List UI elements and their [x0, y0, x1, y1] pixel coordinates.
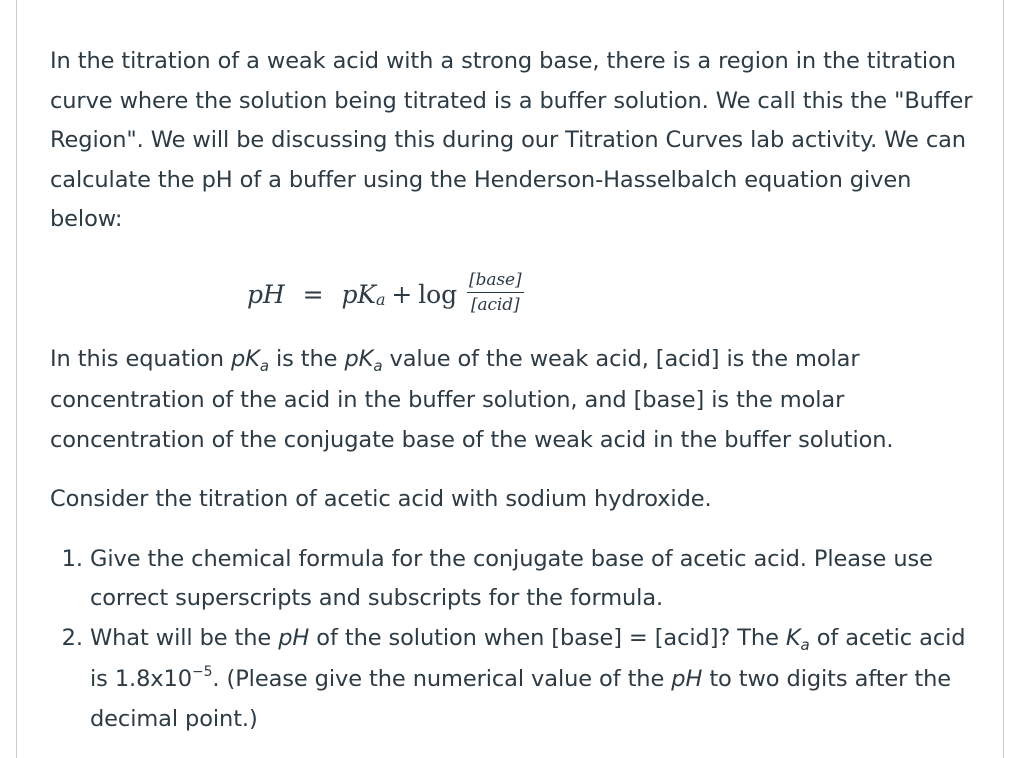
definition-pk-subscript: a [259, 356, 269, 375]
intro-paragraph: In the titration of a weak acid with a strong base, there is a region in the titration curve where the solution being titrated is a buffer solution. We call this the "Buffer Region". We will be discussing this during our Titration Curves lab activity. We can calculate the pH of a buffer using the Henderson-Hasselbalch equation given below: [50, 48, 973, 232]
equation-equals: = [302, 279, 324, 309]
question-2-k-subscript: a [800, 635, 810, 654]
definition-text-1: In this equation [50, 345, 231, 372]
equation-lhs: pH [247, 279, 285, 309]
definition-pk-2: pK [344, 345, 374, 372]
equation-pk-subscript: a [375, 290, 386, 309]
definition-paragraph [50, 340, 980, 461]
question-2-text-1: What will be the [90, 624, 279, 651]
definition-text-3: value of the weak acid, [acid] is the molar concentration of the acid in the buffer solution, and [base] is the molar concentration of the conjugate base of the weak acid in the buffer solution. [50, 345, 894, 453]
question-2-text-3: of acetic acid is 1.8x10 [90, 624, 966, 692]
question-2 [90, 619, 980, 740]
fraction-numerator: [base] [467, 270, 523, 293]
definition-text-2: is the [268, 345, 345, 372]
question-2-k: K [785, 624, 801, 651]
definition-pk: pK [230, 345, 260, 372]
question-2-exponent: −5 [191, 663, 213, 680]
question-1: 1. Give the chemical formula for the conjugate base of acetic acid. Please use correct superscripts and subscripts for the formula. [90, 540, 980, 619]
question-2-text-5: to two digits after the decimal point.) [90, 666, 951, 732]
equation-pk: pK [341, 279, 376, 309]
equation-fraction [467, 270, 523, 315]
equation-plus: + [391, 279, 413, 309]
equation-line [247, 269, 524, 317]
question-2-ph-2: pH [671, 666, 703, 692]
question-2-ph: pH [278, 624, 310, 651]
question-2-text-4: . (Please give the numerical value of the [212, 666, 672, 692]
fraction-denominator: [acid] [470, 294, 520, 315]
henderson-hasselbalch-equation [50, 242, 980, 340]
definition-pk-subscript-2: a [373, 356, 383, 375]
question-2-text-2: of the solution when [base] = [acid]? The [309, 624, 786, 651]
consider-paragraph: Consider the titration of acetic acid with sodium hydroxide. [50, 486, 712, 512]
equation-log: log [418, 279, 458, 309]
question-content [50, 42, 980, 739]
question-list [50, 540, 980, 740]
